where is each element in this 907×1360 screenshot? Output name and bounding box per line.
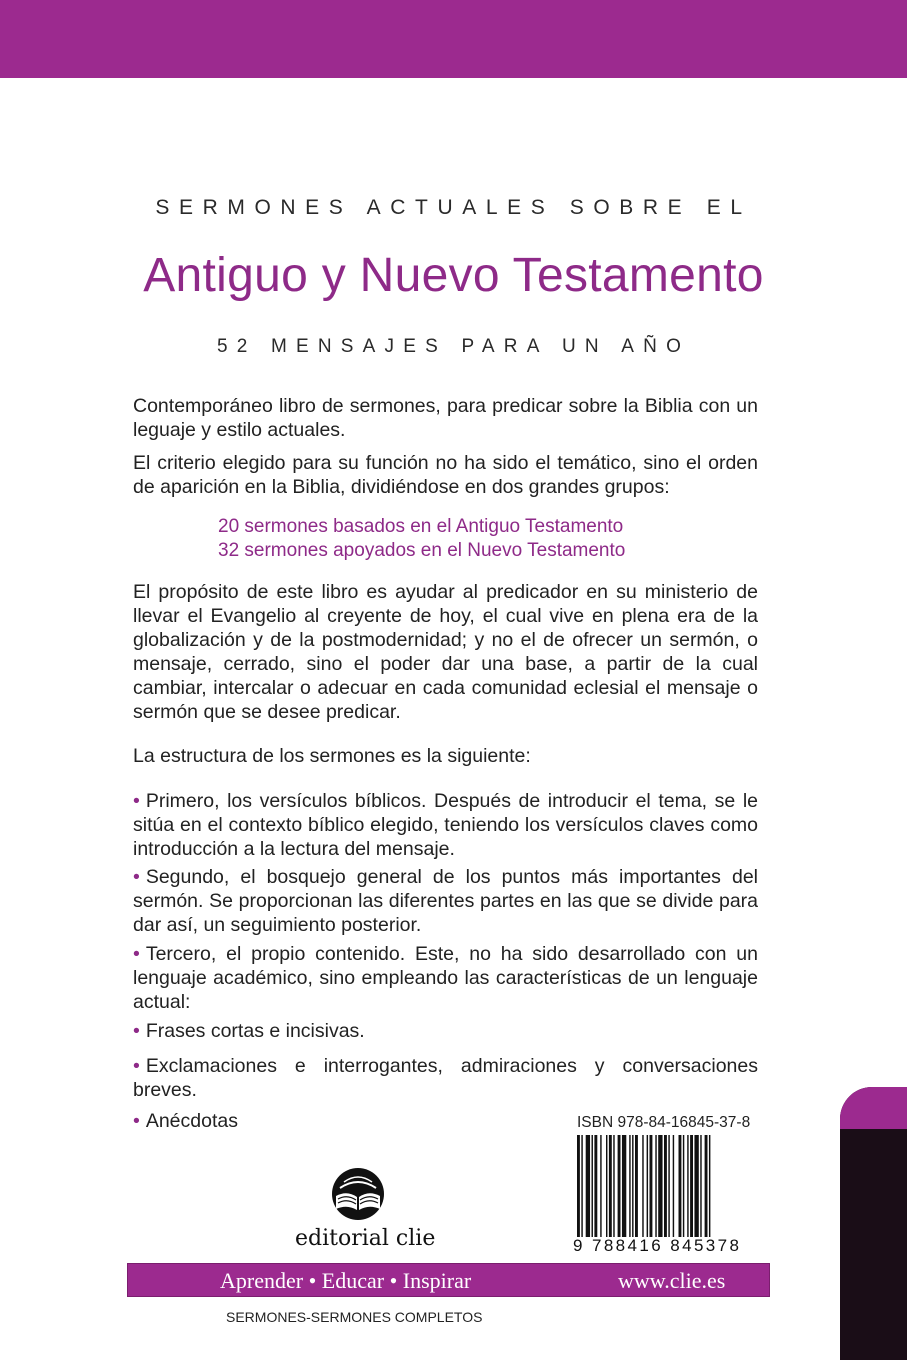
spine-edge-accent [840,1087,907,1129]
book-title: Antiguo y Nuevo Testamento [143,249,764,302]
bullet-item [133,865,758,937]
bullet-text: Anécdotas [145,1110,238,1132]
bullet-text: Primero, los versículos bíblicos. Después de introducir el tema, se le sitúa en el contexto bíblico elegido, teniendo los versículos claves como introducción a la lectura del mensaje. [133,790,758,860]
publisher-motto: Aprender • Educar • Inspirar [220,1268,472,1293]
publisher-logo-icon [330,1166,386,1222]
bottom-motto-band [127,1263,770,1297]
bullet-icon: • [133,1110,140,1132]
cover-supertitle: SERMONES ACTUALES SOBRE EL [155,196,752,219]
publisher-name: editorial clie [295,1226,436,1251]
bullet-text: Exclamaciones e interrogantes, admiraciones y conversaciones breves. [133,1055,758,1101]
barcode-icon [577,1135,753,1237]
book-category: SERMONES-SERMONES COMPLETOS [226,1309,483,1325]
bullet-icon: • [133,1055,140,1077]
groups-list [218,515,625,563]
bullet-item [133,1019,758,1043]
paragraph-criteria: El criterio elegido para su función no ha sido el temático, sino el orden de aparición en la Biblia, dividiéndose en dos grandes grupos: [133,452,758,498]
group-item-old-testament: 20 sermones basados en el Antiguo Testamento [218,516,624,537]
bullet-icon: • [133,790,140,812]
bullet-text: Frases cortas e incisivas. [145,1020,365,1042]
bullet-text: Tercero, el propio contenido. Este, no ha sido desarrollado con un lenguaje académico, sino empleando las características de un lenguaje actual: [133,943,758,1013]
paragraph-structure: La estructura de los sermones es la siguiente: [133,745,531,767]
bullet-item [133,1054,758,1102]
isbn-label: ISBN 978-84-16845-37-8 [577,1114,751,1131]
top-color-band [0,0,907,78]
group-item-new-testament: 32 sermones apoyados en el Nuevo Testamento [218,540,626,561]
paragraph-intro: Contemporáneo libro de sermones, para predicar sobre la Biblia con un leguaje y estilo actuales. [133,395,758,441]
paragraph-purpose: El propósito de este libro es ayudar al predicador en su ministerio de llevar el Evangelio al creyente de hoy, el cual vive en plena era de la globalización y de la postmodernidad; y no el de ofrecer un sermón, o mensaje, cerrado, sino el poder dar una base, a partir de la cual cambiar, intercalar o adecuar en cada comunidad eclesial el mensaje o sermón que se desee predicar. [133,581,758,723]
publisher-website: www.clie.es [618,1268,726,1293]
bullet-item [133,942,758,1014]
bullet-icon: • [133,1020,140,1042]
bullet-icon: • [133,943,140,965]
barcode-digits: 9 788416 845378 [573,1236,742,1255]
bullet-item [133,789,758,861]
bullet-icon: • [133,866,140,888]
bullet-text: Segundo, el bosquejo general de los puntos más importantes del sermón. Se proporcionan las diferentes partes en las que se divide para dar así, un seguimiento posterior. [133,866,758,936]
spine-edge [840,1087,907,1360]
book-subtitle: 52 MENSAJES PARA UN AÑO [216,336,691,357]
bullet-item [133,1109,433,1133]
